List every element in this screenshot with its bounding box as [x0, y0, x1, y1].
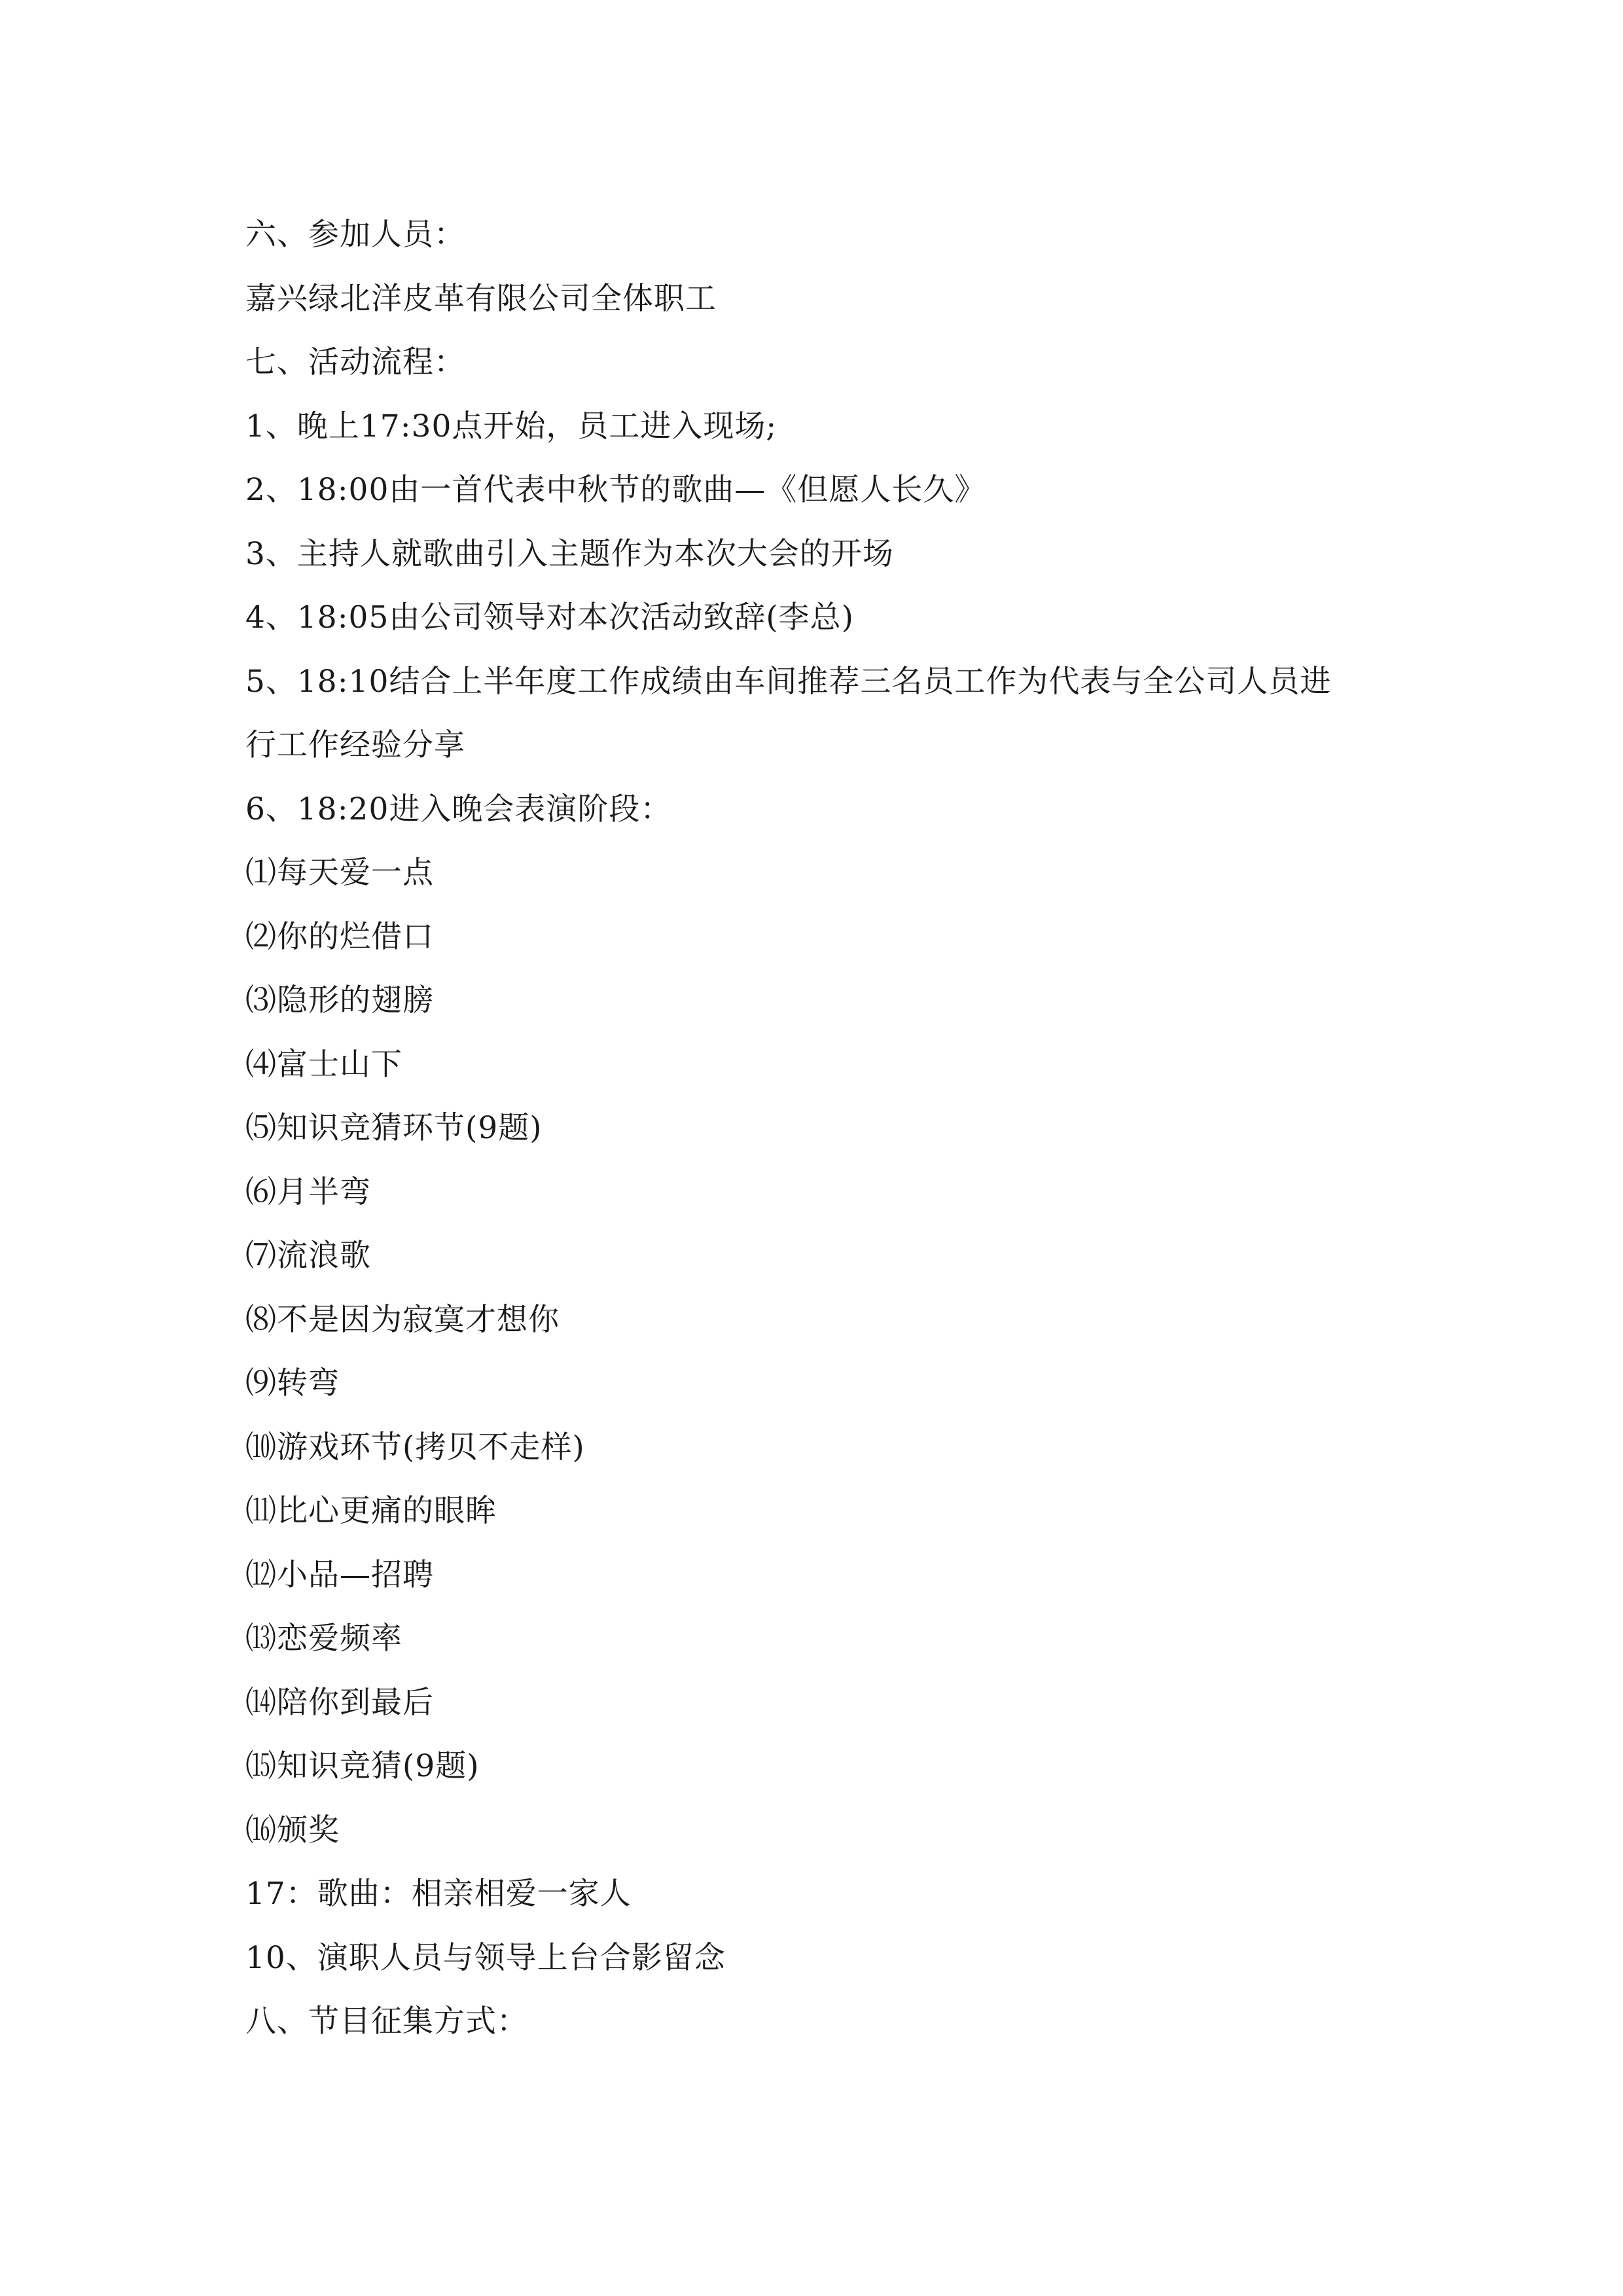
program-item-5: ⑸知识竞猜环节(9题) [245, 1110, 543, 1146]
process-step-1: 1、晚上17:30点开始，员工进入现场; [245, 408, 777, 444]
section-heading-participants: 六、参加人员： [245, 217, 465, 253]
program-item-2: ⑵你的烂借口 [245, 918, 434, 955]
program-item-8: ⑻不是因为寂寞才想你 [245, 1301, 560, 1338]
program-item-9: ⑼转弯 [245, 1365, 340, 1401]
process-step-17: 17：歌曲：相亲相爱一家人 [245, 1876, 632, 1912]
section-heading-process: 七、活动流程： [245, 344, 465, 380]
program-item-15: ⒂知识竞猜(9题) [245, 1748, 480, 1784]
program-item-11: ⑾比心更痛的眼眸 [245, 1493, 497, 1529]
program-item-1: ⑴每天爱一点 [245, 855, 434, 891]
process-step-5-continued: 行工作经验分享 [245, 727, 465, 763]
process-step-4: 4、18:05由公司领导对本次活动致辞(李总) [245, 600, 855, 636]
process-step-6: 6、18:20进入晚会表演阶段： [245, 791, 672, 827]
process-step-2: 2、18:00由一首代表中秋节的歌曲—《但愿人长久》 [245, 472, 986, 508]
program-item-6: ⑹月半弯 [245, 1174, 371, 1210]
document-body [245, 203, 1397, 2054]
program-item-7: ⑺流浪歌 [245, 1238, 371, 1274]
program-item-10: ⑽游戏环节(拷贝不走样) [245, 1429, 585, 1465]
program-item-16: ⒃颁奖 [245, 1812, 340, 1848]
program-item-3: ⑶隐形的翅膀 [245, 982, 434, 1018]
program-item-13: ⒀恋爱频率 [245, 1621, 402, 1657]
process-step-3: 3、主持人就歌曲引入主题作为本次大会的开场 [245, 535, 894, 572]
program-item-4: ⑷富士山下 [245, 1046, 402, 1083]
process-step-group-photo: 10、演职人员与领导上台合影留念 [245, 1939, 726, 1976]
participants-text: 嘉兴绿北洋皮革有限公司全体职工 [245, 280, 717, 317]
section-heading-collection: 八、节目征集方式： [245, 2003, 528, 2039]
process-step-5: 5、18:10结合上半年度工作成绩由车间推荐三名员工作为代表与全公司人员进 [245, 663, 1332, 700]
program-item-12: ⑿小品—招聘 [245, 1556, 434, 1593]
program-item-14: ⒁陪你到最后 [245, 1684, 434, 1721]
